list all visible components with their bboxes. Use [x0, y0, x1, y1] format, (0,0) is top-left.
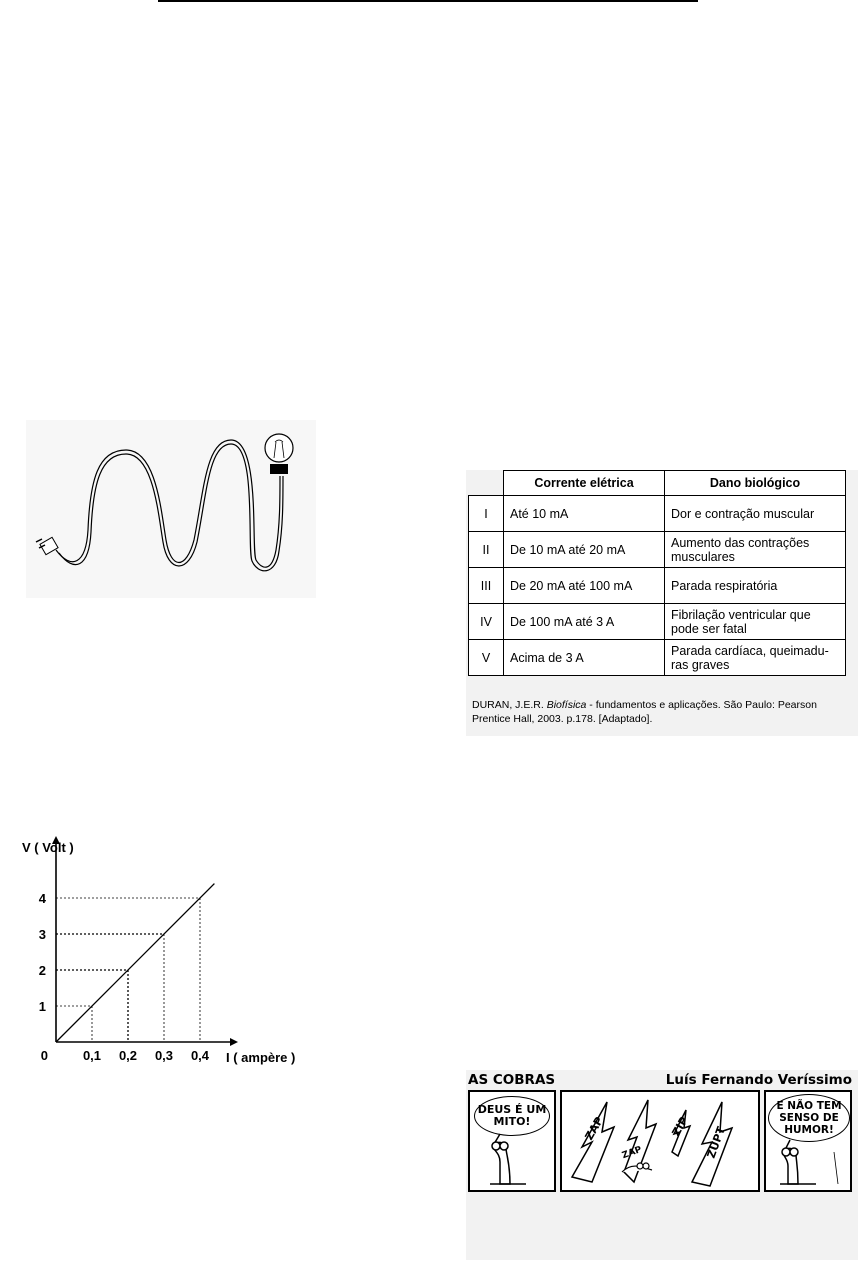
row-id: III [469, 568, 504, 604]
origin-label: 0 [40, 1048, 48, 1063]
y-axis-label: V ( Volt ) [22, 840, 74, 855]
row-id: I [469, 496, 504, 532]
table-header-row [469, 471, 846, 496]
lamp-cord-icon [26, 420, 316, 598]
sound-zupt: ZUPT [704, 1125, 728, 1160]
sound-zap-2: ZAP [620, 1144, 644, 1162]
y-tick-label: 4 [38, 891, 46, 906]
snake-icon [766, 1092, 850, 1190]
x-axis-arrow-icon [230, 1038, 238, 1046]
x-tick-label: 0,4 [190, 1048, 210, 1063]
citation-italic: Biofísica [546, 699, 587, 711]
row-id: V [469, 640, 504, 676]
snake-icon [470, 1092, 554, 1190]
x-tick-label: 0,3 [154, 1048, 174, 1063]
row-current: Acima de 3 A [504, 640, 665, 676]
row-damage: Fibrilação ventricular que pode ser fatal [665, 604, 846, 640]
y-tick-label: 3 [38, 927, 46, 942]
sound-zap-1: ZAP [582, 1114, 607, 1143]
speech-bubble-3: E NÃO TEM SENSO DE HUMOR! [768, 1094, 850, 1142]
table-citation [472, 698, 852, 726]
row-current: De 20 mA até 100 mA [504, 568, 665, 604]
lamp-figure [26, 420, 316, 598]
row-damage: Parada respiratória [665, 568, 846, 604]
row-current: Até 10 mA [504, 496, 665, 532]
comic-strip [466, 1070, 858, 1260]
table-row [469, 496, 846, 532]
table-row [469, 568, 846, 604]
row-damage: Parada cardíaca, queimadu-ras graves [665, 640, 846, 676]
damage-table-box [466, 470, 858, 736]
row-current: De 100 mA até 3 A [504, 604, 665, 640]
row-damage: Dor e contração muscular [665, 496, 846, 532]
chart-svg [20, 832, 320, 1070]
damage-table [468, 470, 846, 676]
table-header-current: Corrente elétrica [504, 471, 665, 496]
y-tick-label: 2 [38, 963, 46, 978]
citation-pre: DURAN, J.E.R. [472, 699, 547, 711]
y-tick-label: 1 [38, 999, 46, 1014]
row-id: IV [469, 604, 504, 640]
x-tick-label: 0,1 [82, 1048, 102, 1063]
citation-post: - fundamentos e aplicações. São Paulo: Pearson Prentice Hall, 2003. p.178. [Adaptado]. [472, 699, 817, 725]
table-header-damage: Dano biológico [665, 471, 846, 496]
table-row [469, 640, 846, 676]
comic-title: AS COBRAS [468, 1072, 556, 1088]
sound-zip: ZIP [669, 1114, 691, 1139]
comic-panel-3 [764, 1090, 852, 1192]
row-id: II [469, 532, 504, 568]
table-header-blank [469, 471, 504, 496]
top-rule [158, 0, 698, 2]
speech-bubble-1: DEUS É UM MITO! [474, 1096, 550, 1136]
table-row [469, 604, 846, 640]
x-tick-label: 0,2 [118, 1048, 138, 1063]
series-line [56, 884, 214, 1042]
comic-panel-1 [468, 1090, 556, 1192]
comic-panel-2 [560, 1090, 760, 1192]
comic-author: Luís Fernando Veríssimo [665, 1072, 852, 1088]
vi-chart [20, 832, 320, 1070]
row-damage: Aumento das contrações musculares [665, 532, 846, 568]
row-current: De 10 mA até 20 mA [504, 532, 665, 568]
table-row [469, 532, 846, 568]
x-axis-label: I ( ampère ) [226, 1050, 296, 1065]
